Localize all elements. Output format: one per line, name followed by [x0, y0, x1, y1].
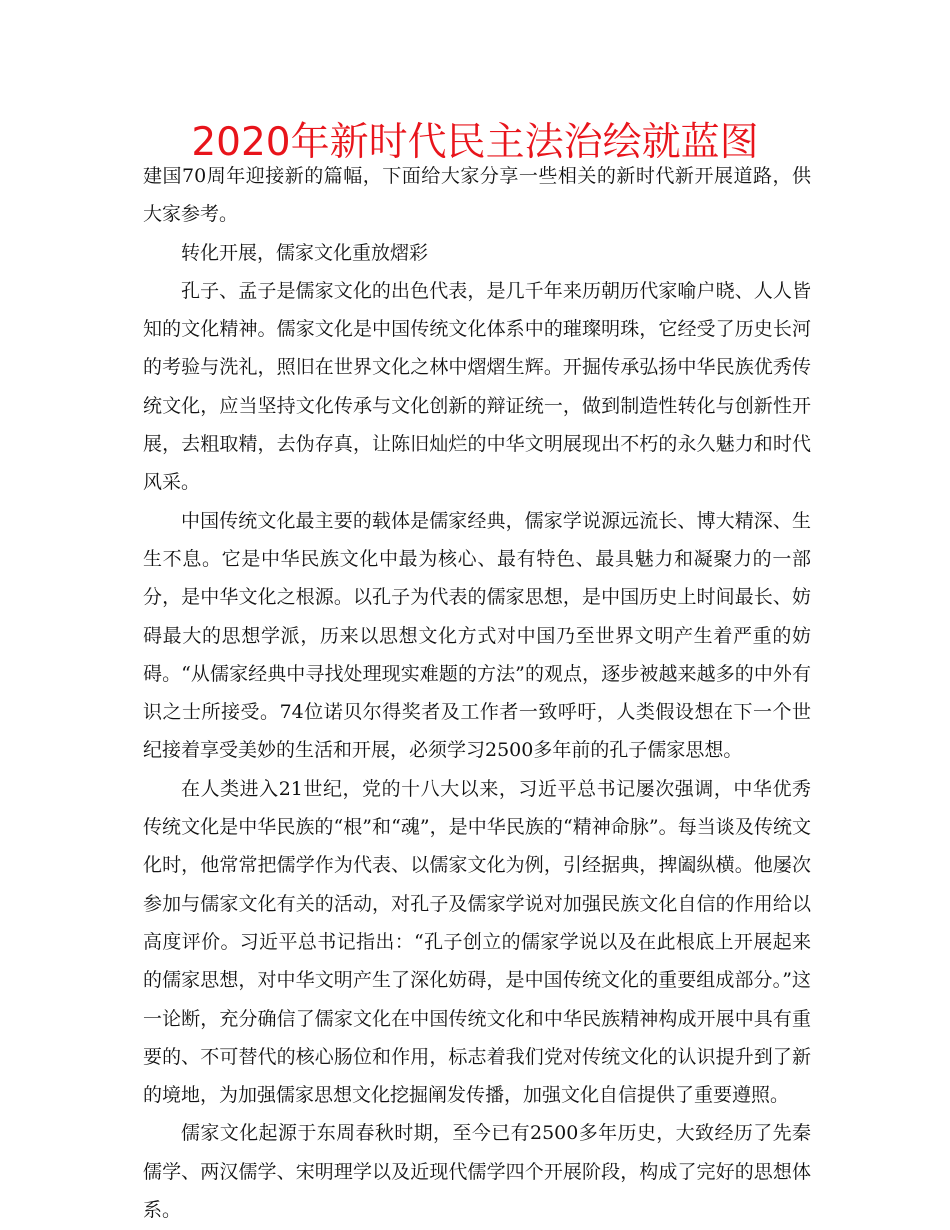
paragraph: 孔子、孟子是儒家文化的出色代表，是几千年来历朝历代家喻户晓、人人皆知的文化精神。儒家文化是中国传统文化体系中的璀璨明珠，它经受了历史长河的考验与洗礼，照旧在世界文化之林中熠熠生辉。开掘传承弘扬中华民族优秀传统文化，应当坚持文化传承与文化创新的辩证统一，做到制造性转化与创新性开展，去粗取精，去伪存真，让陈旧灿烂的中华文明展现出不朽的永久魅力和时代风采。	[143, 279, 811, 494]
paragraph: 在人类进入21世纪，党的十八大以来，习近平总书记屡次强调，中华优秀传统文化是中华民族的“根”和“魂”，是中华民族的“精神命脉”。每当谈及传统文化时，他常常把儒学作为代表、以儒家文化为例，引经据典，捭阖纵横。他屡次参加与儒家文化有关的活动，对孔子及儒家学说对加强民族文化自信的作用给以高度评价。习近平总书记指出：“孔子创立的儒家学说以及在此根底上开展起来的儒家思想，对中华文明产生了深化妨碍，是中国传统文化的重要组成部分。”这一论断，充分确信了儒家文化在中国传统文化和中华民族精神构成开展中具有重要的、不可替代的核心肠位和作用，标志着我们党对传统文化的认识提升到了新的境地，为加强儒家思想文化挖掘阐发传播，加强文化自信提供了重要遵照。	[143, 777, 811, 1107]
paragraph: 中国传统文化最主要的载体是儒家经典，儒家学说源远流长、博大精深、生生不息。它是中华民族文化中最为核心、最有特色、最具魅力和凝聚力的一部分，是中华文化之根源。以孔子为代表的儒家思想，是中国历史上时间最长、妨碍最大的思想学派，历来以思想文化方式对中国乃至世界文明产生着严重的妨碍。“从儒家经典中寻找处理现实难题的方法”的观点，逐步被越来越多的中外有识之士所接受。74位诺贝尔得奖者及工作者一致呼吁，人类假设想在下一个世纪接着享受美妙的生活和开展，必须学习2500多年前的孔子儒家思想。	[143, 509, 811, 762]
document-title: 2020年新时代民主法治绘就蓝图	[191, 120, 759, 165]
document-body	[143, 157, 811, 1229]
paragraph: 儒家文化起源于东周春秋时期，至今已有2500多年历史，大致经历了先秦儒学、两汉儒学、宋明理学以及近现代儒学四个开展阶段，构成了完好的思想体系。	[143, 1122, 811, 1222]
paragraph-intro: 建国70周年迎接新的篇幅，下面给大家分享一些相关的新时代新开展道路，供大家参考。	[143, 165, 811, 226]
paragraph-subheading: 转化开展，儒家文化重放熠彩	[181, 241, 429, 264]
